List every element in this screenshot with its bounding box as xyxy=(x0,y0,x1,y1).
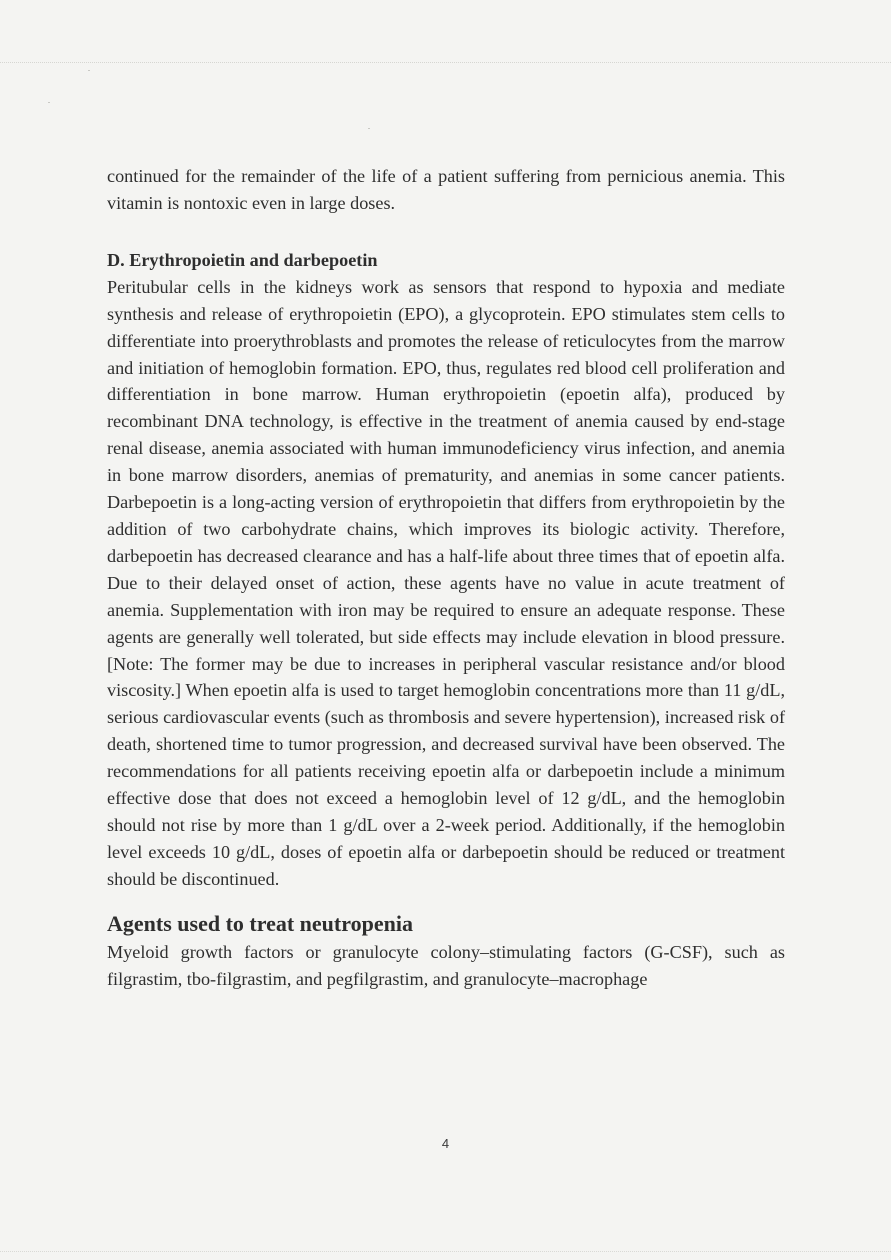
scan-top-edge xyxy=(0,62,891,63)
section-heading-erythropoietin: D. Erythropoietin and darbepoetin xyxy=(107,249,378,270)
scan-speck xyxy=(48,102,50,103)
page-number: 4 xyxy=(441,1136,450,1151)
scan-speck xyxy=(88,70,90,71)
continued-paragraph: continued for the remainder of the life of a patient suffering from pernicious anemia. This vitamin is nontoxic even in large doses. xyxy=(107,166,785,213)
scan-bottom-edge xyxy=(0,1251,891,1252)
scan-speck xyxy=(368,128,370,129)
neutropenia-paragraph: Myeloid growth factors or granulocyte colony–stimulating factors (G-CSF), such as filgrastim, tbo-filgrastim, and pegfilgrastim, and granulocyte–macrophage xyxy=(107,941,785,989)
section-heading-neutropenia: Agents used to treat neutropenia xyxy=(107,910,413,936)
document-body xyxy=(107,163,785,992)
erythropoietin-paragraph: Peritubular cells in the kidneys work as sensors that respond to hypoxia and mediate synthesis and release of erythropoietin (EPO), a glycoprotein. EPO stimulates stem cells to differentiate into proerythroblasts and promotes the release of reticulocytes from the marrow and initiation of hemoglobin formation. EPO, thus, regulates red blood cell proliferation and differentiation in bone marrow. Human erythropoietin (epoetin alfa), produced by recombinant DNA technology, is effective in the treatment of anemia caused by end-stage renal disease, anemia associated with human immunodeficiency virus infection, and anemia in bone marrow disorders, anemias of prematurity, and anemias in some cancer patients. Darbepoetin is a long-acting version of erythropoietin that differs from erythropoietin by the addition of two carbohydrate chains, which improves its biologic activity. Therefore, darbepoetin has decreased clearance and has a half-life about three times that of epoetin alfa. Due to their delayed onset of action, these agents have no value in acute treatment of anemia. Supplementation with iron may be required to ensure an adequate response. These agents are generally well tolerated, but side effects may include elevation in blood pressure. [Note: The former may be due to increases in peripheral vascular resistance and/or blood viscosity.] When epoetin alfa is used to target hemoglobin concentrations more than 11 g/dL, serious cardiovascular events (such as thrombosis and severe hypertension), increased risk of death, shortened time to tumor progression, and decreased survival have been observed. The recommendations for all patients receiving epoetin alfa or darbepoetin include a minimum effective dose that does not exceed a hemoglobin level of 12 g/dL, and the hemoglobin should not rise by more than 1 g/dL over a 2-week period. Additionally, if the hemoglobin level exceeds 10 g/dL, doses of epoetin alfa or darbepoetin should be reduced or treatment should be discontinued. xyxy=(107,276,785,889)
